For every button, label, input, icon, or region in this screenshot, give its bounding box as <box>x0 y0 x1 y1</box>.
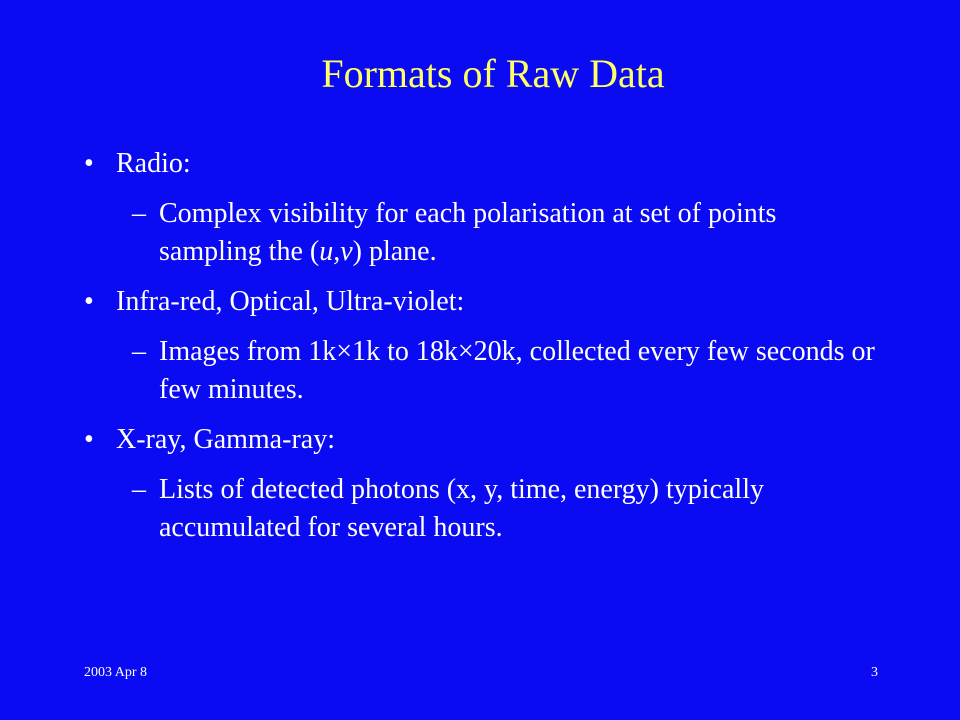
sub-bullet-marker: – <box>132 336 146 367</box>
bullet-item-radio <box>84 145 884 183</box>
sub-bullet-text: Complex visibility for each polarisation at set of points sampling the (u,v) plane. <box>159 198 777 267</box>
sub-bullet-marker: – <box>132 474 146 505</box>
bullet-list <box>84 145 884 559</box>
sub-bullet-optical <box>132 333 884 409</box>
bullet-label: Radio: <box>116 148 191 179</box>
page-number: 3 <box>871 665 878 680</box>
sub-bullet-text: Images from 1k×1k to 18k×20k, collected every few seconds or few minutes. <box>159 336 875 405</box>
sub-bullet-radio <box>132 195 884 271</box>
bullet-label: X-ray, Gamma-ray: <box>116 424 335 455</box>
slide-title: Formats of Raw Data <box>321 51 665 96</box>
bullet-marker: • <box>84 424 94 455</box>
bullet-item-xray <box>84 421 884 459</box>
bullet-label: Infra-red, Optical, Ultra-violet: <box>116 286 465 317</box>
bullet-marker: • <box>84 148 94 179</box>
sub-bullet-marker: – <box>132 198 146 229</box>
sub-bullet-xray <box>132 471 884 547</box>
sub-bullet-text: Lists of detected photons (x, y, time, energy) typically accumulated for several hours. <box>159 474 764 543</box>
footer-date: 2003 Apr 8 <box>84 665 147 680</box>
bullet-marker: • <box>84 286 94 317</box>
uv-italic-text: u,v <box>319 236 353 267</box>
bullet-item-optical <box>84 283 884 321</box>
